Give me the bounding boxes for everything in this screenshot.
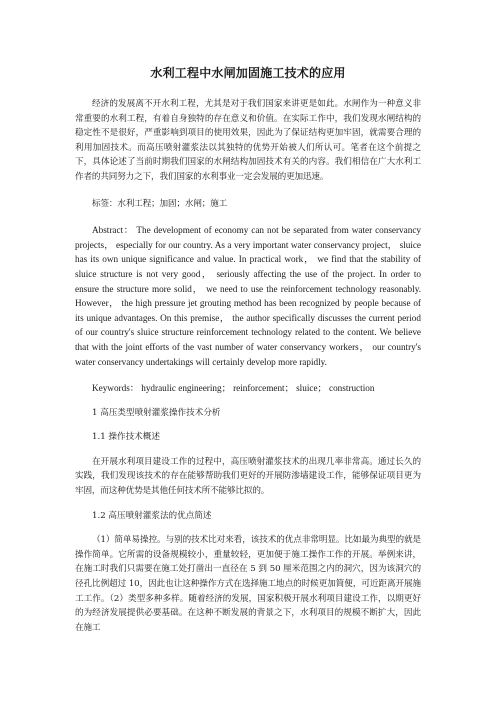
section-1-2-paragraph: （1）简单易操控。与别的技术比对来看，该技术的优点非常明显。比如最为典型的就是操作简单。它所需的设备规模较小，重量较轻，更加便于施工操作工作的开展。举例来讲，在施工时我们只需要在施工处打凿出一直径在 5 到 50 厘米范围之内的洞穴，因为该洞穴的径孔比例超过 10，因此也让这种操作方式在选择施工地点的时候更加简便，可近距离开展施工工作。（2）类型多种多样。随着经济的发展，国家积极开展水利项目建设工作，以期更好的为经济发展提供必要基础。在这种不断发展的背景之下，水利项目的规模不断扩大，因此在施工 xyxy=(75,535,421,633)
section-1-1-heading: 1.1 操作技术概述 xyxy=(92,432,160,443)
english-abstract: Abstract： The development of economy can not be separated from water conservancy projects， especially for our country. As a very important water conservancy project， sluice has its own unique significance and value. In practical work， we find that the stability of sluice structure is not very good， seriously affecting the use of the project. In order to ensure the structure more solid， we need to use the reinforcement technology reasonably. However， the high pressure jet grouting method has been recognized by people because of its unique advantages. On this premise， the author specifically discusses the current period of our country's sluice structure reinforcement technology related to the content. We believe that with the joint efforts of the vast number of water conservancy workers， our country's water conservancy undertakings will certainly develop more rapidly. xyxy=(75,225,421,367)
paper-title: 水利工程中水闸加固施工技术的应用 xyxy=(150,66,346,80)
english-keywords: Keywords： hydraulic engineering； reinforcement； sluice； construction xyxy=(92,383,375,394)
section-1-heading: 1 高压类型喷射灌浆操作技术分析 xyxy=(92,407,221,418)
section-1-1-paragraph: 在开展水利项目建设工作的过程中，高压喷射灌浆技术的出现几率非常高。通过长久的实践，我们发现该技术的存在能够帮助我们更好的开展防渗墙建设工作，能够保证项目更为牢固，而这种优势是其他任何技术所不能够比拟的。 xyxy=(75,456,421,497)
section-1-2-heading: 1.2 高压喷射灌浆法的优点简述 xyxy=(92,510,212,521)
chinese-abstract: 经济的发展离不开水利工程，尤其是对于我们国家来讲更是如此。水闸作为一种意义非常重要的水利工程，有着自身独特的存在意义和价值。在实际工作中，我们发现水闸结构的稳定性不是很好，严重影响到项目的使用效果，因此为了保证结构更加牢固，就需要合理的利用加固技术。而高压喷射灌浆法以其独特的优势开始被人们所认可。笔者在这个前提之下，具体论述了当前时期我们国家的水闸结构加固技术有关的内容。我们相信在广大水利工作者的共同努力之下，我们国家的水利事业一定会发展的更加迅速。 xyxy=(75,99,421,182)
chinese-keywords: 标签：水利工程；加固；水闸；施工 xyxy=(92,198,228,209)
